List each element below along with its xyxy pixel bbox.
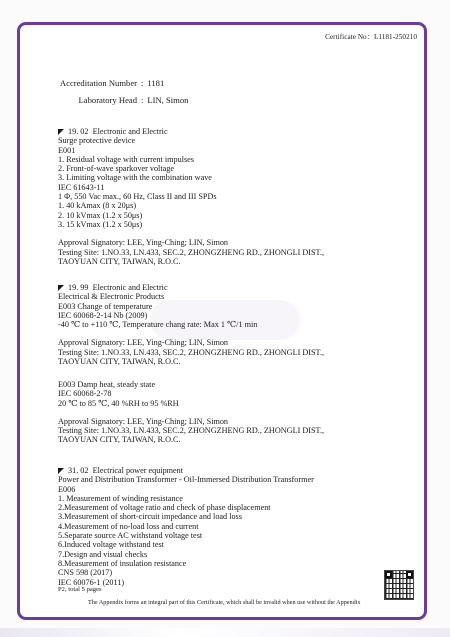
section-line: 5.Separate source AC withstand voltage test xyxy=(58,531,203,541)
testing-site-cont: TAOYUAN CITY, TAIWAN, R.O.C. xyxy=(58,256,181,266)
section-line: 2. Front-of-wave sparkover voltage xyxy=(58,164,174,174)
testing-site-cont: TAOYUAN CITY, TAIWAN, R.O.C. xyxy=(58,435,181,445)
section-line: IEC 61643-11 xyxy=(58,182,105,192)
testing-site: Testing Site: 1.NO.33, LN.433, SEC.2, ZHONGZHENG RD., ZHONGLI DIST., xyxy=(58,347,325,357)
testing-site: Testing Site: 1.NO.33, LN.433, SEC.2, ZHONGZHENG RD., ZHONGLI DIST., xyxy=(58,426,325,436)
section-title: Electronic and Electric xyxy=(92,127,168,136)
section-line: 8.Measurement of insulation resistance xyxy=(58,558,187,568)
certificate-number: Certificate No：L1181-250210 xyxy=(325,33,417,41)
section-line: E006 xyxy=(58,484,76,494)
laboratory-head-label: Laboratory Head xyxy=(78,95,137,105)
section-31-02 xyxy=(58,466,388,587)
page-info: P2, total 5 pages xyxy=(58,586,102,593)
section-line: 6.Induced voltage withstand test xyxy=(58,540,164,550)
section-line: 20 ℃ to 85 ℃, 40 %RH to 95 %RH xyxy=(58,398,179,408)
flag-icon xyxy=(58,129,64,135)
bottom-decoration xyxy=(0,628,450,637)
section-line: Surge protective device xyxy=(58,136,136,146)
approval-signatory: Approval Signatory: LEE, Ying-Ching; LIN, Simon xyxy=(58,416,229,426)
section-code: 31. 02 xyxy=(68,466,89,475)
qr-code-icon[interactable] xyxy=(385,571,413,599)
section-line: E001 xyxy=(58,145,76,155)
flag-icon xyxy=(58,468,64,474)
section-line: -40 ℃ to +110 ℃, Temperature chang rate: Max 1 ℃/1 min xyxy=(58,320,258,330)
section-title: Electronic and Electric xyxy=(92,283,168,292)
section-line: 3.Measurement of short-circuit impedance and load loss xyxy=(58,512,242,522)
section-line: 4.Measurement of no-load loss and current xyxy=(58,521,199,531)
section-line: Power and Distribution Transformer - Oil-Immersed Distribution Transformer xyxy=(58,475,314,485)
section-line: 1. 40 kAmax (8 x 20μs) xyxy=(58,201,137,211)
section-line: 1. Measurement of winding resistance xyxy=(58,493,183,503)
section-19-02 xyxy=(58,127,388,266)
flag-icon xyxy=(58,285,64,291)
accreditation-label: Accreditation Number xyxy=(59,78,137,88)
testing-site: Testing Site: 1.NO.33, LN.433, SEC.2, ZHONGZHENG RD., ZHONGLI DIST., xyxy=(58,247,325,257)
section-line: 2. 10 kVmax (1.2 x 50μs) xyxy=(58,210,143,220)
section-line: 3. 15 kVmax (1.2 x 50μs) xyxy=(58,219,143,229)
section-damp-heat xyxy=(58,380,388,445)
testing-site-cont: TAOYUAN CITY, TAIWAN, R.O.C. xyxy=(58,357,181,367)
section-line: 3. Limiting voltage with the combination wave xyxy=(58,173,212,183)
section-code: 19. 02 xyxy=(68,127,89,136)
section-line: IEC 60076-1 (2011) xyxy=(58,577,125,587)
appendix-note: The Appendix forms an integral part of this Certificate, which shall be invalid when use without the Appendix xyxy=(88,599,361,606)
section-line: 1. Residual voltage with current impulses xyxy=(58,154,194,164)
section-line: E003 Damp heat, steady state xyxy=(58,380,156,389)
section-title: Electrical power equipment xyxy=(92,466,184,475)
laboratory-head-row: Laboratory Head : LIN, Simon xyxy=(0,95,188,105)
section-line: E003 Change of temperature xyxy=(58,301,153,311)
section-line: CNS 598 (2017) xyxy=(58,568,113,578)
section-line: Electrical & Electronic Products xyxy=(58,292,165,302)
approval-signatory: Approval Signatory: LEE, Ying-Ching; LIN, Simon xyxy=(58,338,229,348)
section-line: IEC 60068-2-14 Nb (2009) xyxy=(58,310,148,320)
section-line: IEC 60068-2-78 xyxy=(58,389,112,399)
accreditation-row: Accreditation Number : 1181 xyxy=(0,78,164,88)
section-19-99 xyxy=(58,283,388,366)
laboratory-head-value: LIN, Simon xyxy=(147,95,189,105)
section-code: 19. 99 xyxy=(68,283,89,292)
section-line: 2.Measurement of voltage ratio and check of phase displacement xyxy=(58,503,271,513)
accreditation-value: 1181 xyxy=(147,78,165,88)
section-line: 1 Φ, 550 Vac max., 60 Hz, Class II and III SPDs xyxy=(58,192,217,202)
approval-signatory: Approval Signatory: LEE, Ying-Ching; LIN, Simon xyxy=(58,238,229,248)
section-line: 7.Design and visual checks xyxy=(58,549,148,559)
